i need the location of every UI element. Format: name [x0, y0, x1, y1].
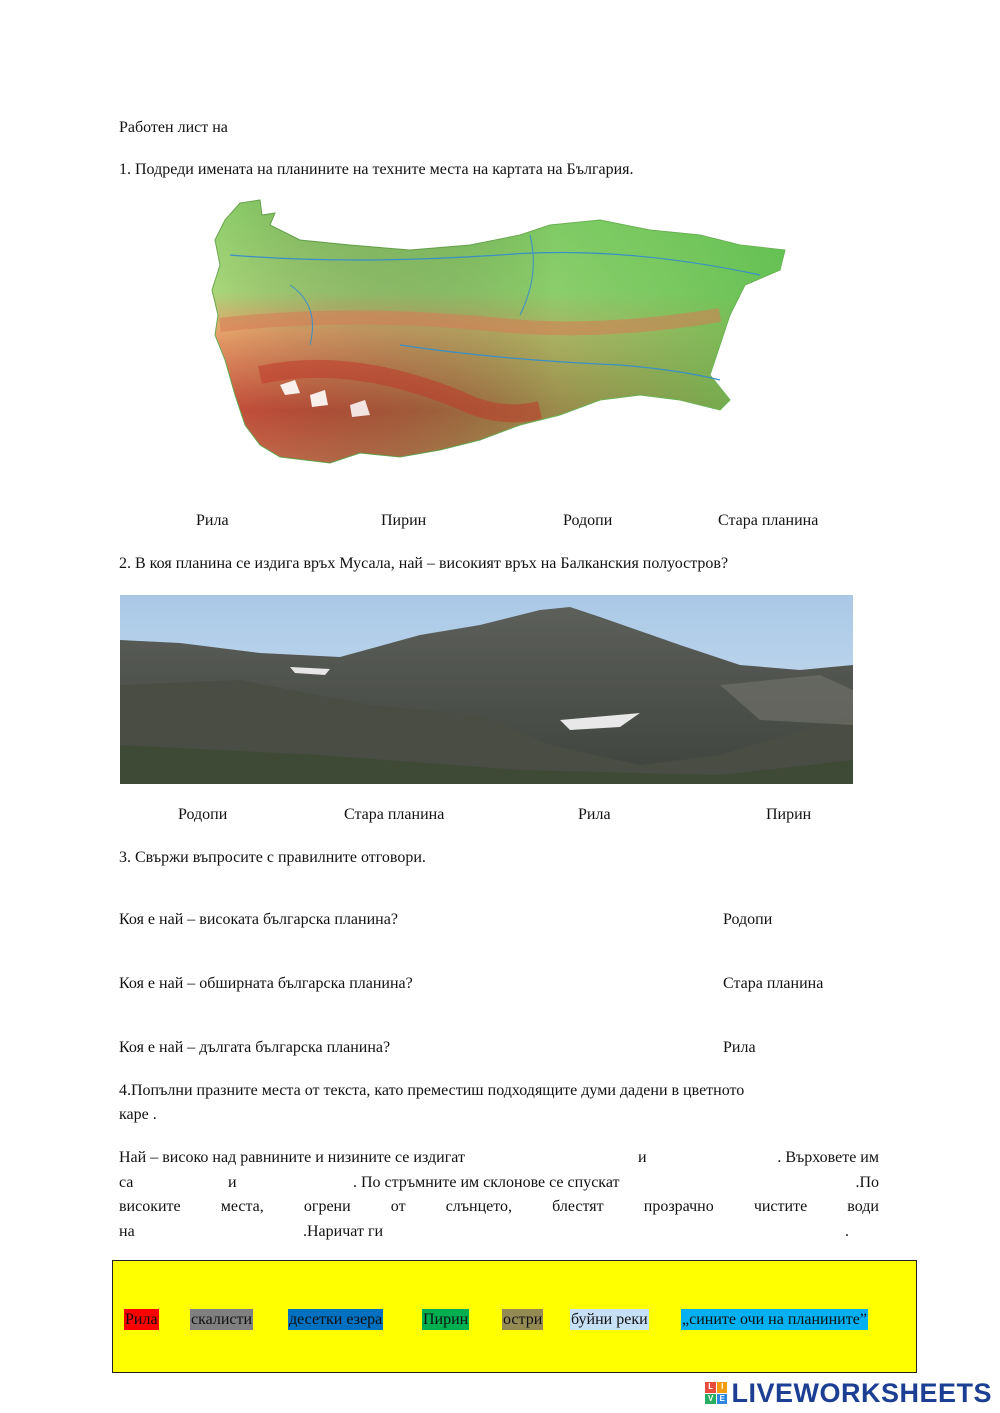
q1-choice-rodopi[interactable]: Родопи [563, 512, 613, 529]
bulgaria-map-image [200, 195, 800, 470]
fill-text: блестят [552, 1198, 604, 1215]
q1-choice-rila[interactable]: Рила [196, 512, 229, 529]
word-chip-desetki-ezera[interactable]: десетки езера [289, 1311, 383, 1328]
q3-question-widest[interactable]: Коя е най – обширната българска планина? [119, 975, 413, 992]
fill-text: високите [119, 1198, 181, 1215]
word-chip-pirin[interactable]: Пирин [423, 1311, 469, 1328]
fill-text: води [847, 1198, 879, 1215]
word-chip-skalisti[interactable]: скалисти [191, 1311, 253, 1328]
fill-text: и [228, 1173, 237, 1191]
q3-answer-rodopi[interactable]: Родопи [723, 911, 773, 928]
word-chip-sinite-ochi[interactable]: „сините очи на планините” [682, 1311, 867, 1328]
logo-badge-letter: E [717, 1394, 728, 1405]
fill-text: на [119, 1222, 135, 1240]
worksheet-title: Работен лист на [119, 119, 228, 136]
word-chip-ostri[interactable]: остри [503, 1311, 543, 1328]
fill-text: огрени [303, 1198, 351, 1215]
fill-text: Най – високо над равнините и низините се издигат [119, 1149, 465, 1166]
logo-badge-letter: I [717, 1382, 728, 1393]
q3-answer-rila[interactable]: Рила [723, 1039, 756, 1056]
logo-badge-icon [705, 1382, 727, 1404]
q1-choice-pirin[interactable]: Пирин [381, 512, 427, 529]
q2-choice-pirin[interactable]: Пирин [766, 806, 812, 823]
question-2-prompt: 2. В коя планина се издига връх Мусала, най – високият връх на Балканския полуостров? [119, 555, 729, 572]
musala-peak-photo [120, 595, 853, 784]
logo-badge-letter: V [705, 1394, 716, 1405]
word-chip-rila[interactable]: Рила [125, 1311, 158, 1328]
fill-text: от [390, 1198, 406, 1215]
fill-text: и [638, 1149, 647, 1166]
fill-text: .Наричат ги [303, 1222, 384, 1240]
fill-text: чистите [753, 1198, 808, 1215]
q3-question-longest[interactable]: Коя е най – дългата българска планина? [119, 1039, 391, 1056]
fill-text: .По [855, 1173, 879, 1191]
q2-choice-rodopi[interactable]: Родопи [178, 806, 228, 823]
fill-text: прозрачно [643, 1198, 714, 1215]
fill-text: . Върховете им [777, 1149, 879, 1166]
q2-choice-rila[interactable]: Рила [578, 806, 611, 823]
q3-answer-stara-planina[interactable]: Стара планина [723, 975, 824, 992]
logo-badge-letter: L [705, 1382, 716, 1393]
q3-question-highest[interactable]: Коя е най – високата българска планина? [119, 911, 398, 928]
question-1-prompt: 1. Подреди имената на планините на техните места на картата на България. [119, 161, 634, 178]
fill-text: са [119, 1173, 134, 1191]
fill-text: . По стръмните им склонове се спускат [353, 1173, 620, 1191]
question-4-prompt: 4.Попълни празните места от текста, като преместиш подходящите думи дадени в цветното [119, 1082, 745, 1099]
word-chip-buyni-reki[interactable]: буйни реки [571, 1311, 648, 1328]
fill-in-paragraph [119, 1146, 879, 1244]
fill-text: места, [220, 1198, 264, 1215]
question-3-prompt: 3. Свържи въпросите с правилните отговори. [119, 849, 426, 866]
logo-text: LIVEWORKSHEETS [731, 1377, 992, 1408]
liveworksheets-logo [705, 1378, 992, 1408]
question-4-prompt-cont: каре . [119, 1106, 157, 1123]
fill-text: . [845, 1222, 849, 1240]
word-bank [112, 1260, 917, 1373]
q2-choice-stara-planina[interactable]: Стара планина [344, 806, 445, 823]
q1-choice-stara-planina[interactable]: Стара планина [718, 512, 819, 529]
fill-text: слънцето, [445, 1198, 513, 1215]
